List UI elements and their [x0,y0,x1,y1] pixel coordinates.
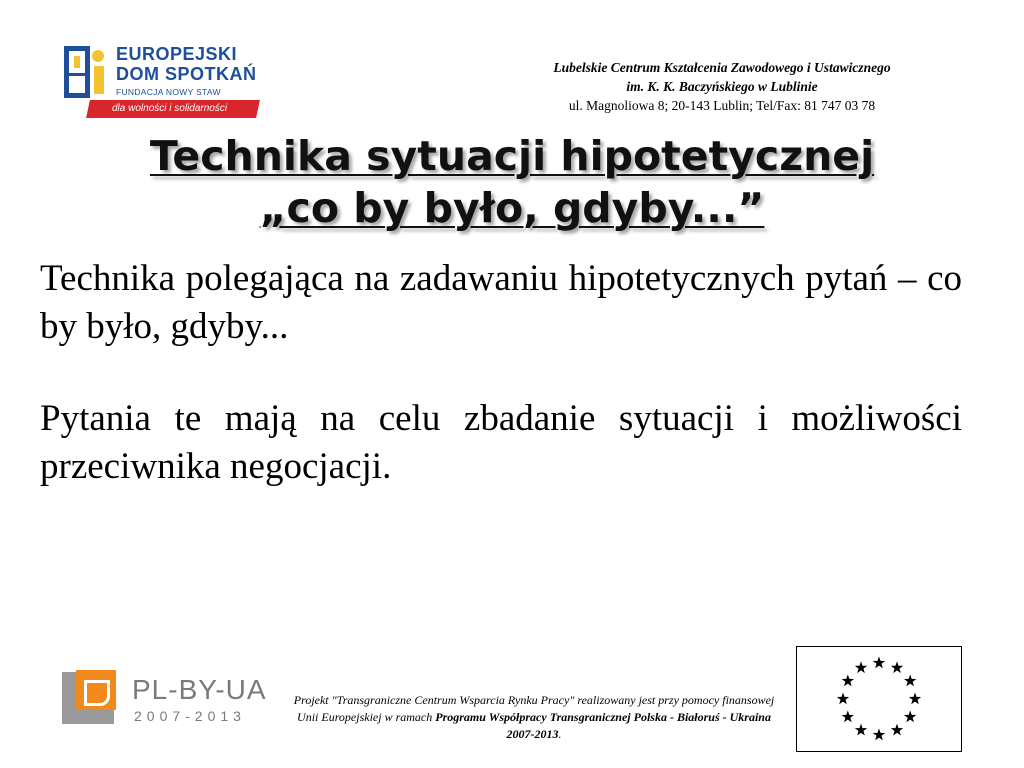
project-note-part1: Projekt "Transgraniczne Centrum Wsparcia Rynku Pracy" realizowany jest przy pomocy finansowej Unii Europejskiej w ramach [293,693,775,724]
eds-logo [60,42,260,122]
paragraph-2: Pytania te mają na celu zbadanie sytuacji i możliwości przeciwnika negocjacji. [40,398,962,487]
eu-star [891,661,903,673]
slide-title-line1: Technika sytuacji hipotetycznej [149,132,875,180]
eu-star [842,675,854,687]
eu-star [855,724,867,736]
plbyua-logo-years: 2007-2013 [134,708,246,724]
eu-flag-icon [797,647,961,751]
eu-star [904,675,916,687]
eds-logo-banner [86,100,260,118]
paragraph-1: Technika polegająca na zadawaniu hipotetycznych pytań – co by było, gdyby... [40,258,962,347]
institution-name-line2: im. K. K. Baczyńskiego w Lublinie [626,79,818,94]
eu-flag [796,646,962,752]
institution-address: ul. Magnoliowa 8; 20-143 Lublin; Tel/Fax: 81 747 03 78 [568,98,876,113]
eds-logo-banner-text: dla wolności i solidarności [112,103,228,114]
project-note-program: Programu Współpracy Transgranicznej Polska - Białoruś - Ukraina 2007-2013 [435,710,771,741]
eu-star [855,661,867,673]
eds-logo-line2: DOM SPOTKAŃ [116,64,257,84]
slide-body [40,255,962,535]
slide-title-line2: „co by było, gdyby...” [259,184,765,232]
slide-title [0,130,1024,234]
eds-logo-line3: FUNDACJA NOWY STAW [116,87,221,97]
institution-header [482,58,962,115]
eds-logo-line1: EUROPEJSKI [116,44,238,64]
eu-star [873,657,885,669]
plbyua-logo [62,670,267,730]
eds-logo-icon [60,42,110,104]
project-note [286,692,782,743]
eu-star [909,693,921,705]
eu-star [842,711,854,723]
eu-star [904,711,916,723]
eu-star [873,729,885,741]
institution-name-line1: Lubelskie Centrum Kształcenia Zawodowego i Ustawicznego [553,60,891,75]
eu-star [891,724,903,736]
plbyua-logo-name: PL-BY-UA [132,674,267,705]
eu-star [837,693,849,705]
project-note-part3: . [558,727,562,741]
